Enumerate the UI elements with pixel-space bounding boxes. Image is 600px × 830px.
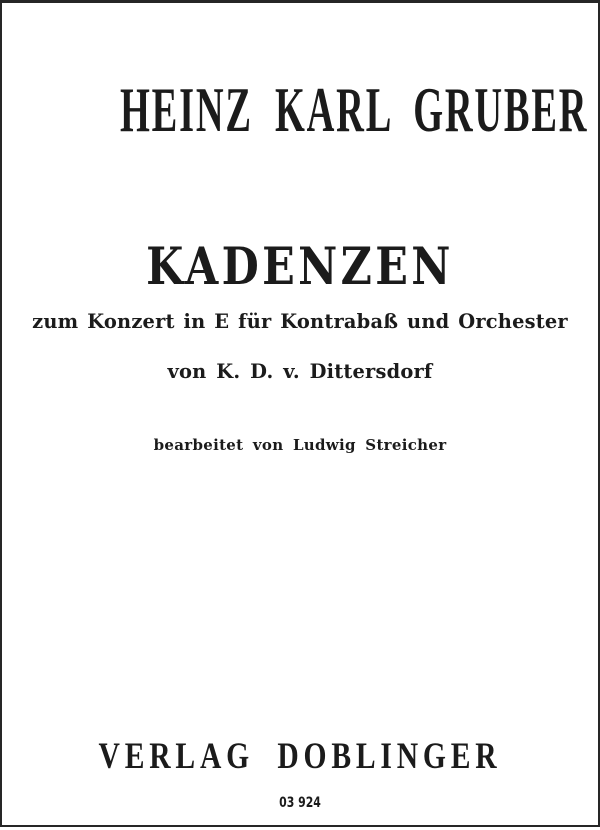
plate-number: 03 924 [279, 795, 321, 811]
work-subtitle: zum Konzert in E für Kontrabaß und Orchester [32, 309, 568, 333]
page-border-top [0, 0, 600, 3]
original-composer-line: von K. D. v. Dittersdorf [167, 359, 433, 383]
publisher-imprint: VERLAG DOBLINGER [98, 736, 502, 777]
arranger-line: bearbeitet von Ludwig Streicher [153, 436, 447, 454]
page-border-left [0, 0, 2, 827]
page-border-bottom [0, 825, 600, 827]
composer-name: HEINZ KARL GRUBER [120, 74, 589, 145]
work-title: KADENZEN [146, 237, 454, 297]
